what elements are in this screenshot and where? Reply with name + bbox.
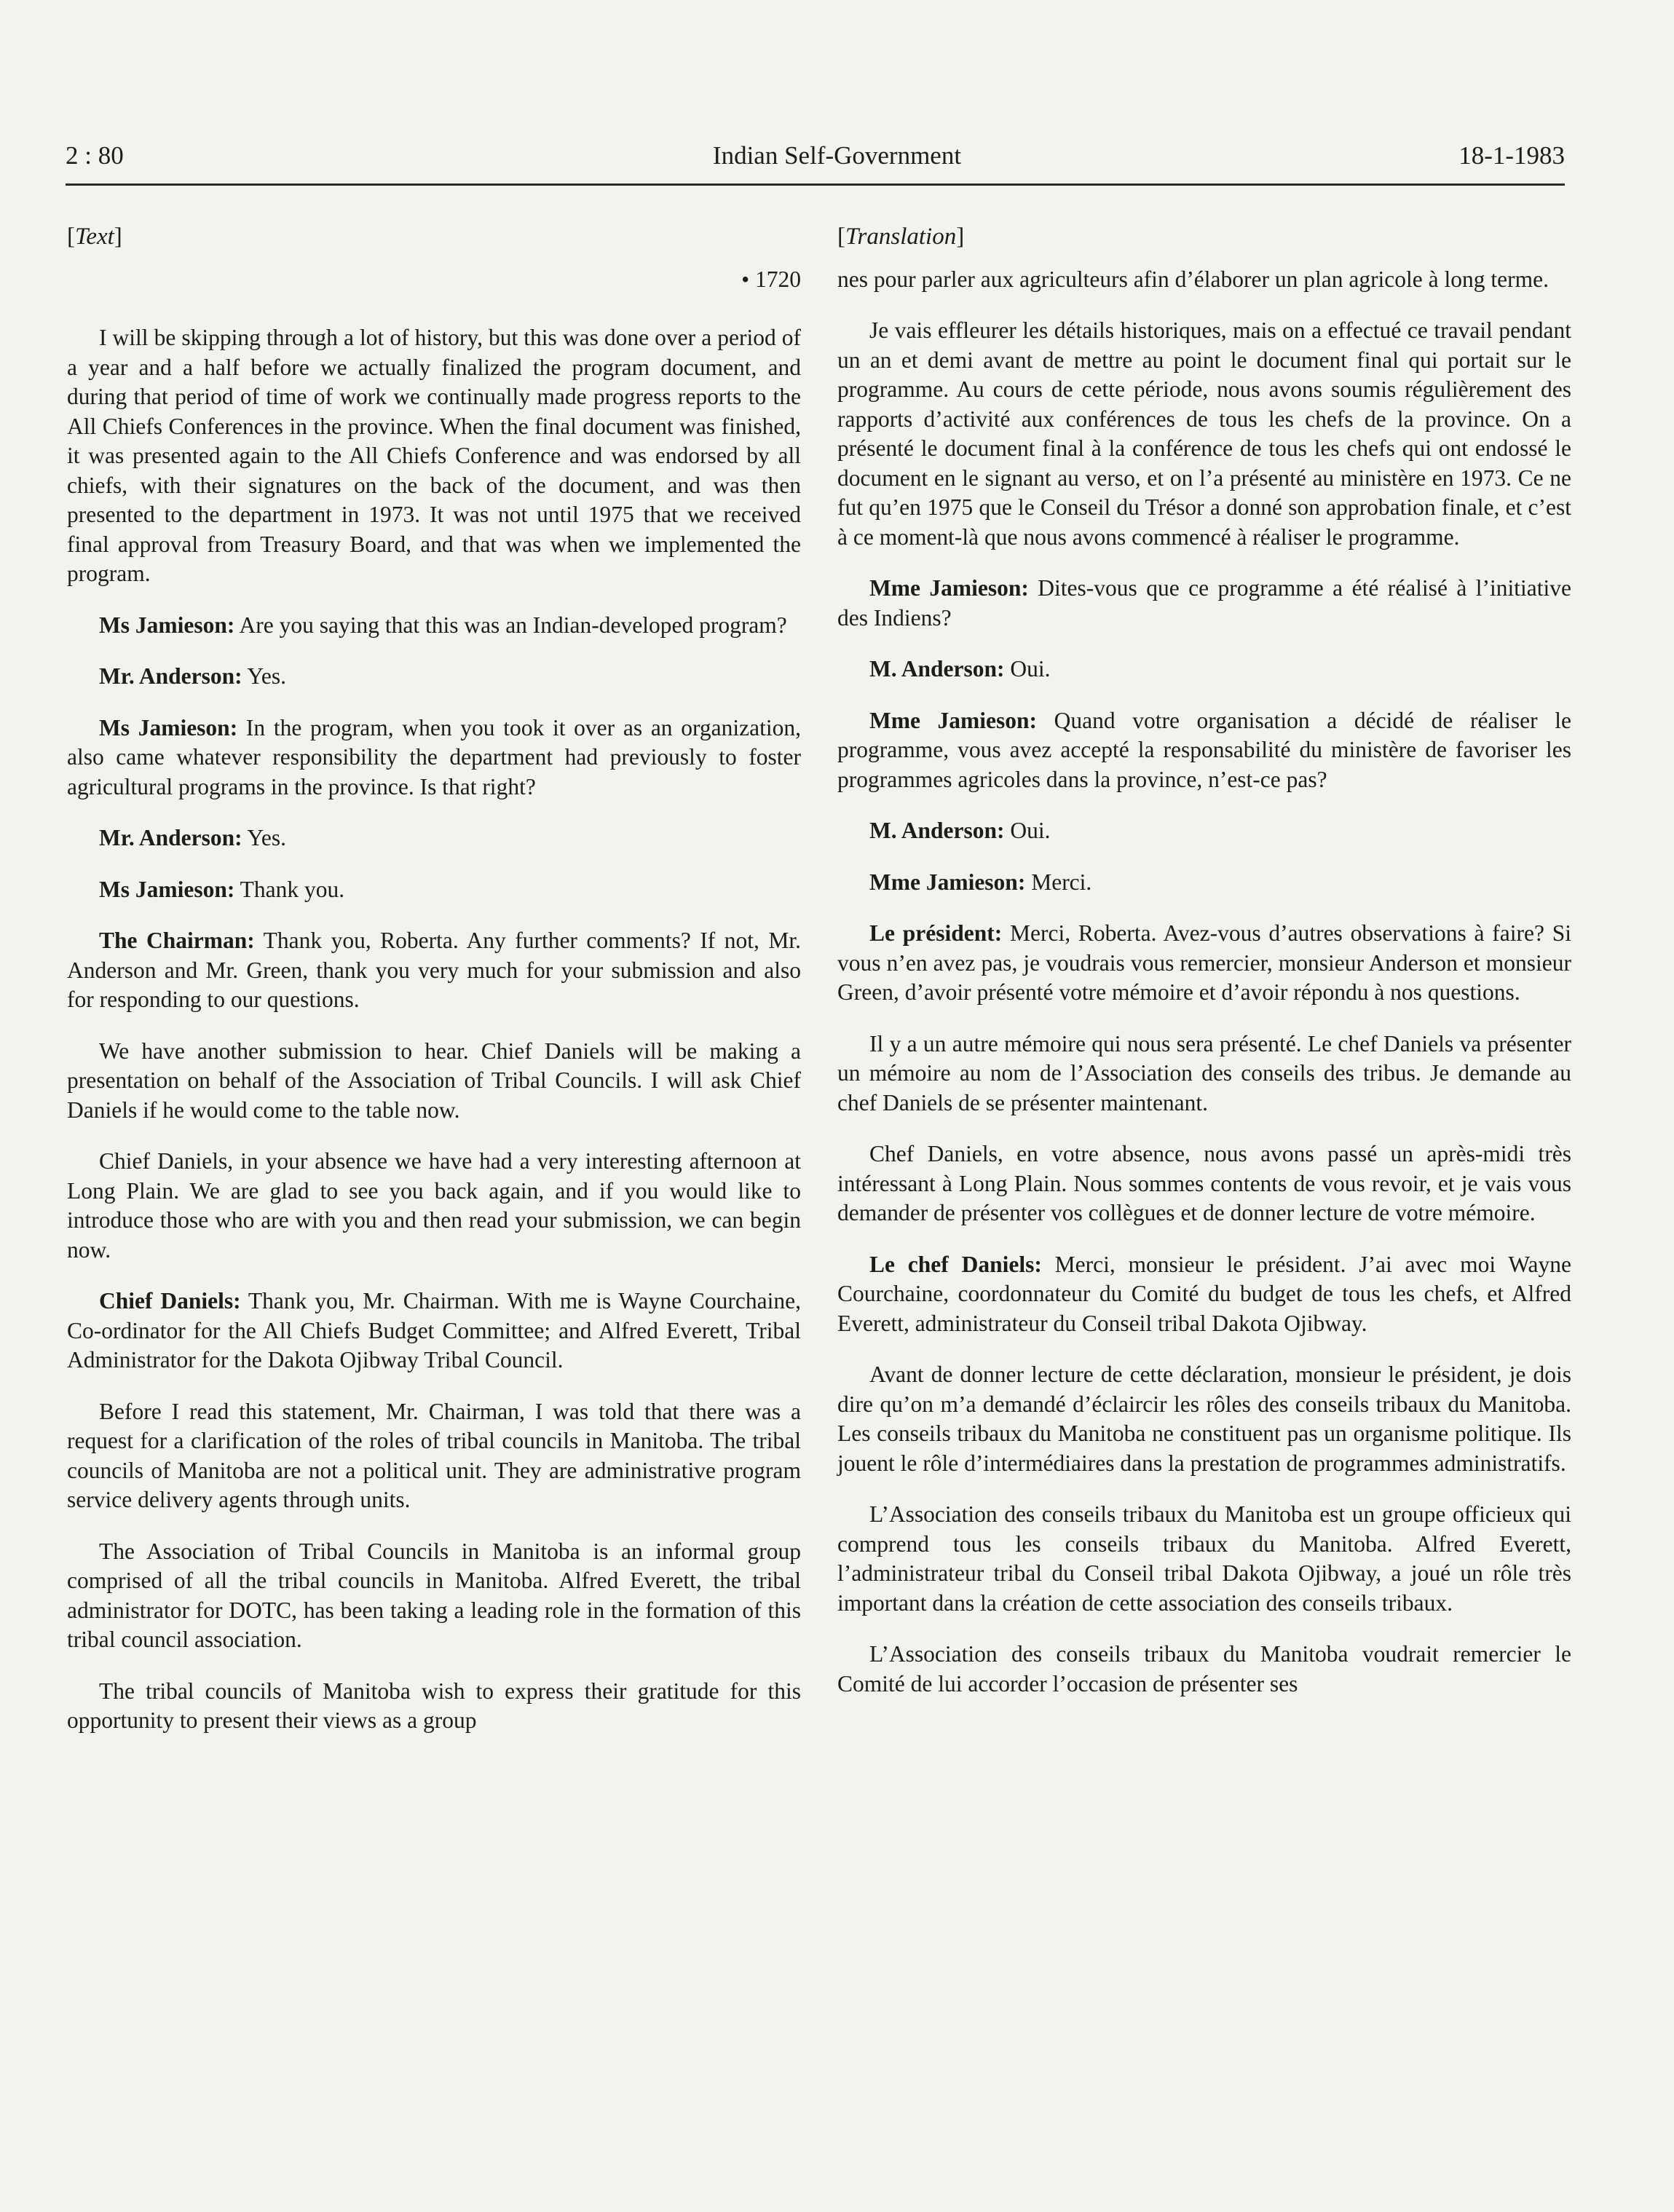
speaker-name: Mr. Anderson: [99,825,242,850]
speaker-name: Chief Daniels: [99,1288,241,1314]
paragraph: The tribal councils of Manitoba wish to express their gratitude for this opportunity to present their views as a group [67,1678,801,1733]
paragraph [67,611,801,641]
speech-text: Merci, monsieur le président. J’ai avec moi Wayne Courchaine, coordonnateur du Comité du budget de tous les chefs, et Alfred Everett, administrateur du Conseil tribal Dakota Ojibway. [837,1251,1571,1336]
speaker-name: M. Anderson: [869,818,1005,843]
running-title: Indian Self-Government [712,141,962,170]
speech-text: Thank you, Roberta. Any further comments? If not, Mr. Anderson and Mr. Green, thank you very much for your submission and also for responding to our questions. [67,928,801,1012]
speech-text: Oui. [1004,818,1051,843]
paragraph [837,574,1571,633]
speaker-name: Mme Jamieson: [869,575,1029,601]
paragraph [837,816,1571,846]
english-column [67,222,801,1758]
speech-text: Merci. [1025,869,1092,895]
paragraph [837,655,1571,684]
speaker-name: Le président: [869,920,1003,946]
french-column [837,222,1571,1721]
paragraph: Before I read this statement, Mr. Chairman, I was told that there was a request for a clarification of the roles of tribal councils in Manitoba. The tribal councils of Manitoba are not a political unit. They are administrative program service delivery agents through units. [67,1398,801,1512]
paragraph: nes pour parler aux agriculteurs afin d’élaborer un plan agricole à long terme. [837,266,1549,292]
column-tag: [Translation] [837,224,965,250]
paragraph: We have another submission to hear. Chief Daniels will be making a presentation on behalf of the Association of Tribal Councils. I will ask Chief Daniels if he would come to the table now. [67,1038,801,1123]
paragraph [837,868,1571,898]
speaker-name: Mme Jamieson: [869,707,1038,733]
speech-text: Thank you. [234,876,345,902]
speaker-name: M. Anderson: [869,656,1005,682]
paragraph: Chef Daniels, en votre absence, nous avons passé un après-midi très intéressant à Long Plain. Nous sommes contents de vous revoir, et je vais vous demander de présenter vos collègues et de donner lecture de votre mémoire. [837,1141,1571,1225]
paragraph [837,706,1571,795]
paragraph: L’Association des conseils tribaux du Manitoba est un groupe officieux qui comprend tous les conseils tribaux du Manitoba. Alfred Everett, l’administrateur tribal du Conseil tribal Dakota Ojibway, a joué un rôle très important dans la création de cette association des conseils tribaux. [837,1501,1571,1616]
speech-text: Dites-vous que ce programme a été réalisé à l’initiative des Indiens? [837,575,1571,631]
paragraph [837,919,1571,1008]
speech-text: Oui. [1004,656,1051,682]
paragraph [67,1287,801,1375]
paragraph: Je vais effleurer les détails historiques, mais on a effectué ce travail pendant un an et demi avant de mettre au point le document final qui portait sur le programme. Au cours de cette période, nous avons soumis régulièrement des rapports d’activité aux conférences de tous les chefs de la province. On a présenté le document final à la conférence de tous les chefs qui ont endossé le document en le signant au verso, et on l’a présenté au ministère en 1973. Ce ne fut qu’en 1975 que le Conseil du Trésor a donné son approbation finale, et c’est à ce moment-là que nous avons commencé à réaliser le programme. [837,317,1571,550]
speech-text: Are you saying that this was an Indian-developed program? [234,612,787,638]
speech-text: Thank you, Mr. Chairman. With me is Wayne Courchaine, Co-ordinator for the All Chiefs Budget Committee; and Alfred Everett, Tribal Administrator for the Dakota Ojibway Tribal Council. [67,1288,801,1372]
paragraph [67,714,801,802]
speaker-name: Le chef Daniels: [869,1251,1042,1277]
paragraph: Il y a un autre mémoire qui nous sera présenté. Le chef Daniels va présenter un mémoire au nom de l’Association des conseils des tribus. Je demande au chef Daniels de se présenter maintenant. [837,1030,1571,1115]
paragraph [67,823,801,853]
paragraph: The Association of Tribal Councils in Manitoba is an informal group comprised of all the tribal councils in Manitoba. Alfred Everett, the tribal administrator for DOTC, has been taking a leading role in the formation of this tribal council association. [67,1538,801,1652]
paragraph [67,875,801,905]
paragraph [67,926,801,1015]
column-tag-text: Text [75,224,114,250]
paragraph: I will be skipping through a lot of history, but this was done over a period of a year and a half before we actually finalized the program document, and during that period of time of work we continually made progress reports to the All Chiefs Conferences in the province. When the final document was finished, it was presented again to the All Chiefs Conference and was endorsed by all chiefs, with their signatures on the back of the document, and was then presented to the department in 1973. It was not until 1975 that we received final approval from Treasury Board, and that was when we implemented the program. [67,325,801,586]
speaker-name: The Chairman: [99,928,255,953]
speech-text: Yes. [242,663,287,689]
paragraph [67,662,801,692]
speech-text: Quand votre organisation a décidé de réaliser le programme, vous avez accepté la responsabilité du ministère de favoriser les programmes agricoles dans la province, n’est-ce pas? [837,707,1571,792]
paragraph: L’Association des conseils tribaux du Manitoba voudrait remercier le Comité de lui accorder l’occasion de présenter ses [837,1641,1571,1696]
time-marker: • 1720 [741,266,801,292]
speech-text: In the program, when you took it over as an organization, also came whatever responsibility the department had previously to foster agricultural programs in the province. Is that right? [67,714,802,799]
speaker-name: Ms Jamieson: [99,714,238,740]
speech-text: Merci, Roberta. Avez-vous d’autres observations à faire? Si vous n’en avez pas, je voudrais vous remercier, monsieur Anderson et monsieur Green, d’avoir présenté votre mémoire et d’avoir répondu à nos questions. [837,920,1571,1005]
paragraph: Avant de donner lecture de cette déclaration, monsieur le président, je dois dire qu’on m’a demandé d’éclaircir les rôles des conseils tribaux du Manitoba. Les conseils tribaux du Manitoba ne constituent pas un organisme politique. Ils jouent le rôle d’intermédiaires dans la prestation de programmes administratifs. [837,1362,1571,1476]
header-rule [66,183,1565,186]
speaker-name: Mme Jamieson: [869,869,1026,895]
speaker-name: Mr. Anderson: [99,663,242,689]
column-tag: [Text] [67,224,122,250]
column-tag-text: Translation [845,224,957,250]
speaker-name: Ms Jamieson: [99,612,235,638]
paragraph [837,1250,1571,1339]
page-number: 2 : 80 [66,141,124,170]
paragraph: Chief Daniels, in your absence we have had a very interesting afternoon at Long Plain. We are glad to see you back again, and if you would like to introduce those who are with you and then read your submission, we can begin now. [67,1148,801,1263]
speaker-name: Ms Jamieson: [99,876,235,902]
header-date: 18-1-1983 [1458,141,1565,170]
speech-text: Yes. [242,825,287,850]
